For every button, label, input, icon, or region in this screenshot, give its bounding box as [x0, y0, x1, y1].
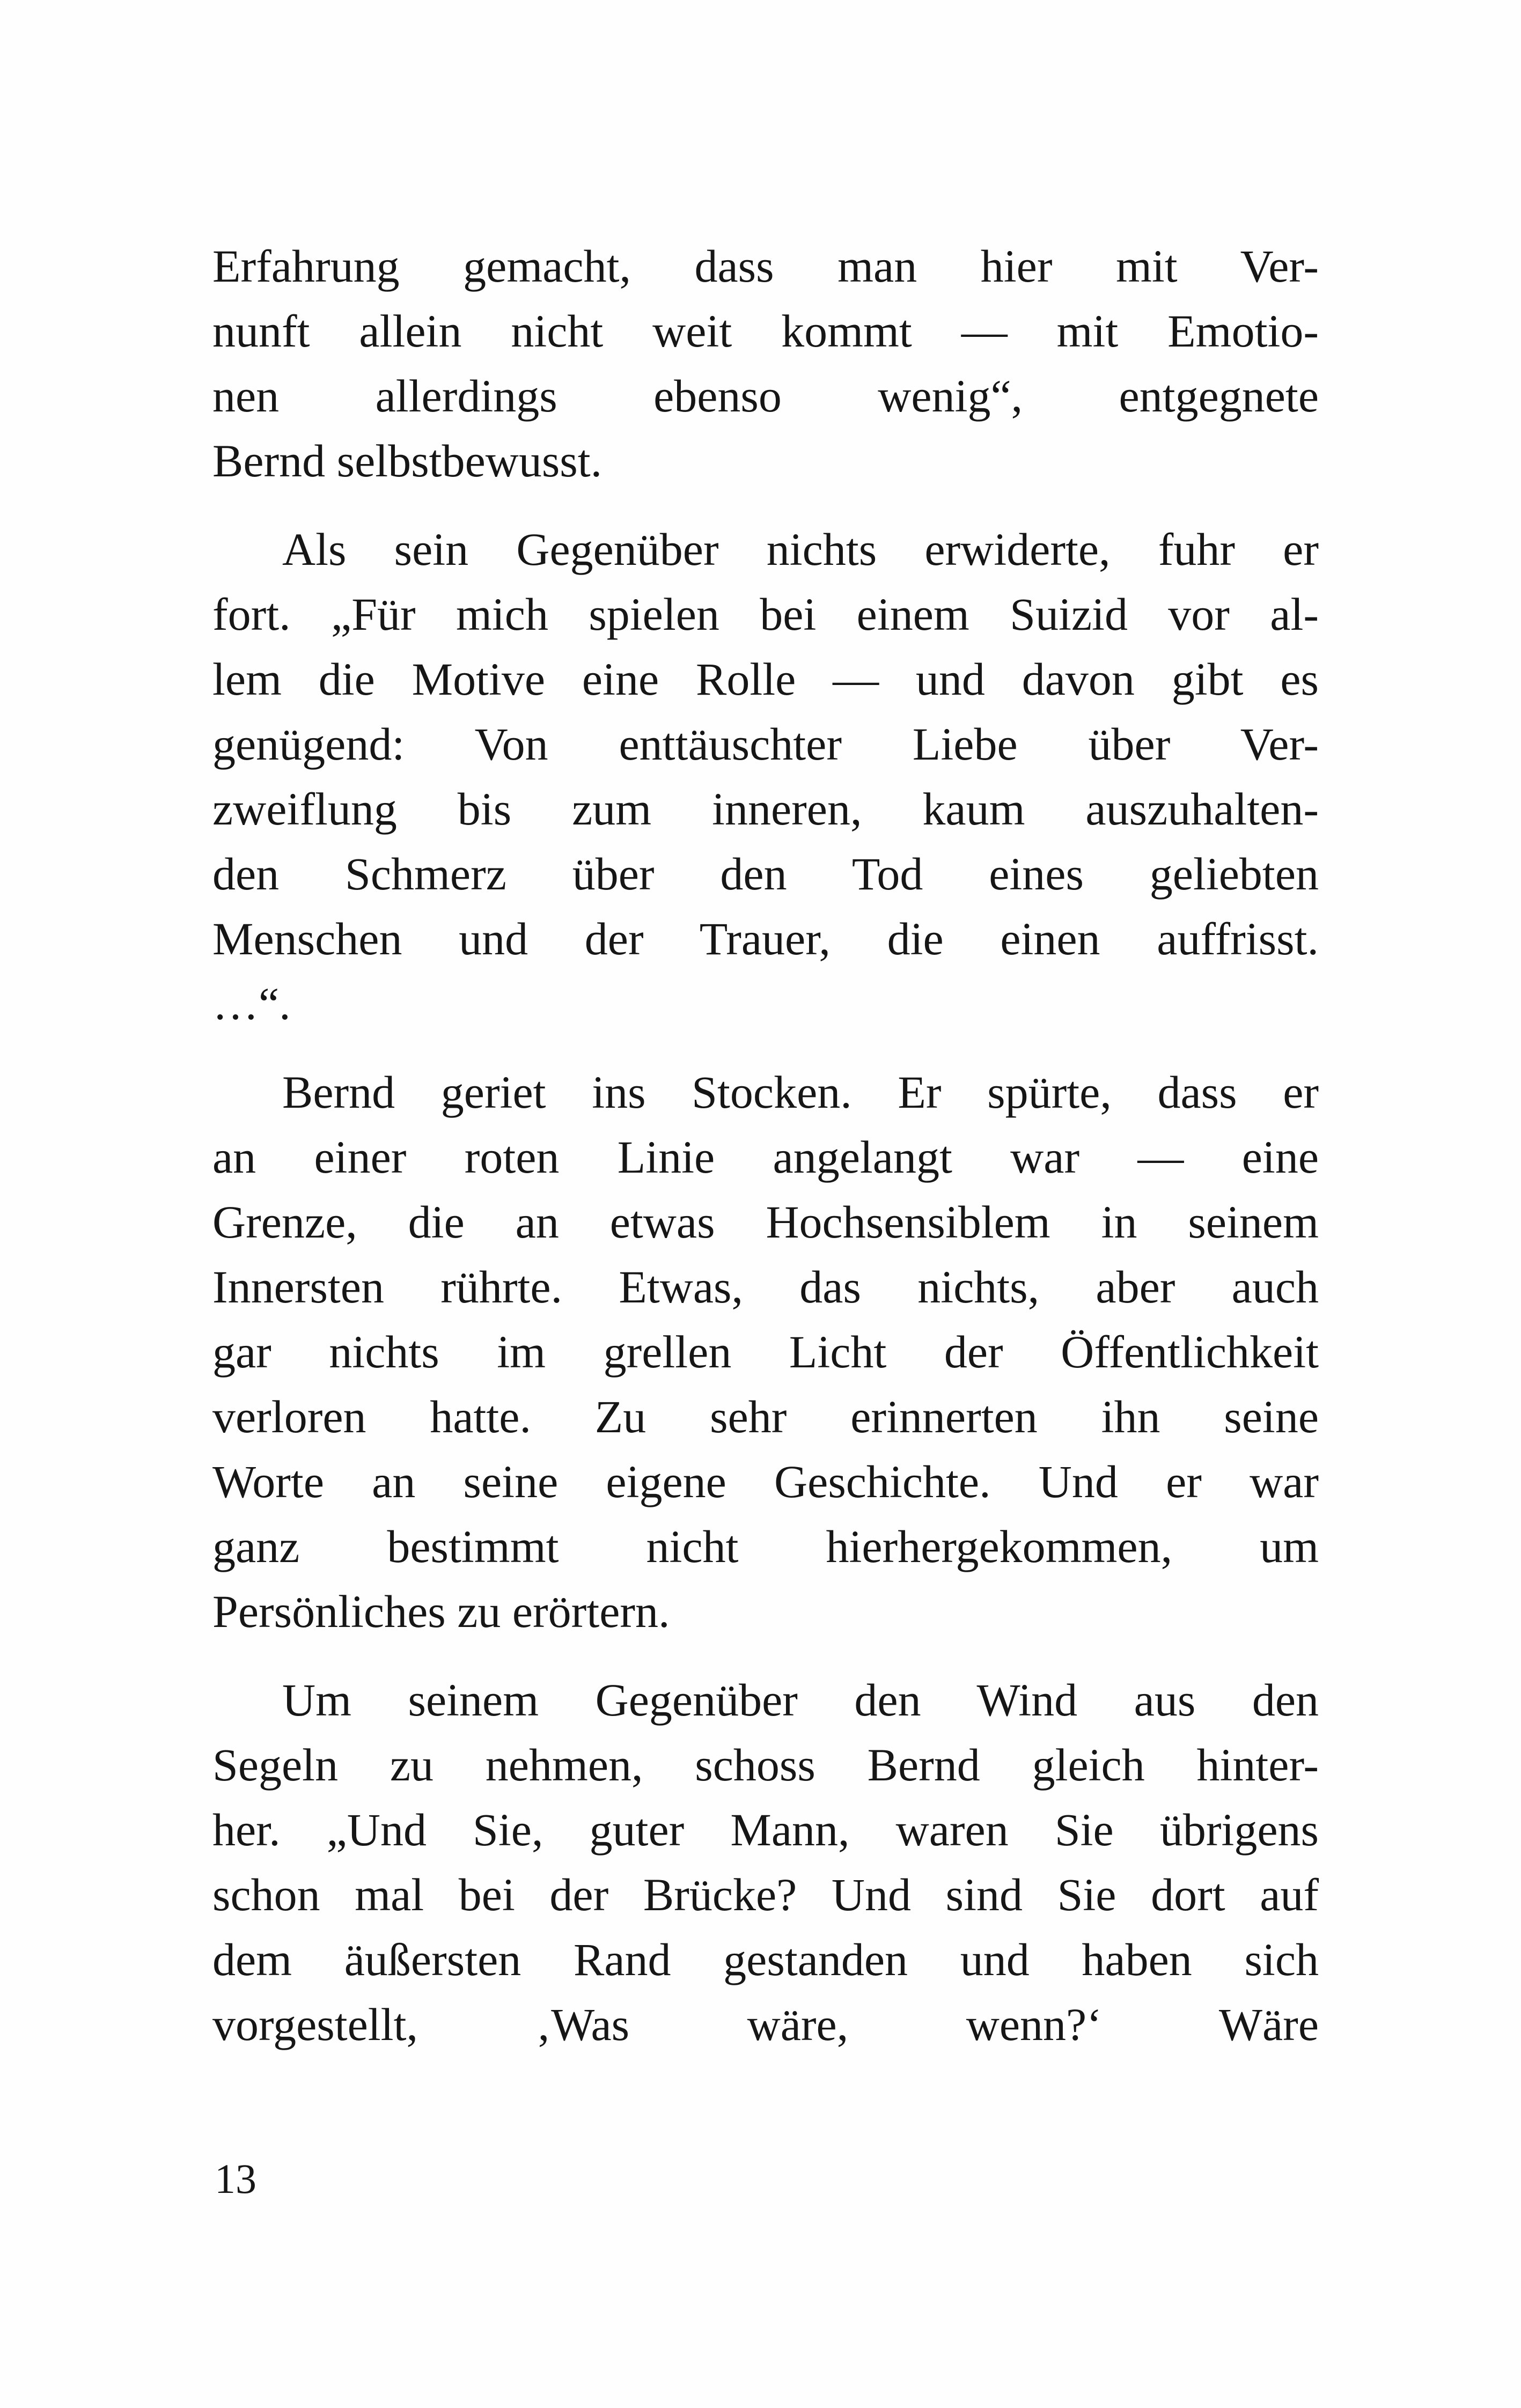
text-line: Bernd selbstbewusst. — [212, 435, 602, 487]
text-line: Als sein Gegenüber nichts erwiderte, fuhr er — [282, 524, 1319, 575]
text-line: her. „Und Sie, guter Mann, waren Sie übrigens — [212, 1804, 1319, 1855]
text-line: vorgestellt, ‚Was wäre, wenn?‘ Wäre — [212, 1999, 1319, 2050]
paragraph — [212, 517, 1319, 1036]
page-text — [212, 234, 1319, 2057]
text-line: schon mal bei der Brücke? Und sind Sie dort auf — [212, 1869, 1319, 1920]
text-line: fort. „Für mich spielen bei einem Suizid vor al- — [212, 588, 1319, 640]
text-line: genügend: Von enttäuschter Liebe über Ver- — [212, 718, 1319, 770]
text-line: gar nichts im grellen Licht der Öffentlichkeit — [212, 1326, 1319, 1378]
paragraph — [212, 1668, 1319, 2057]
text-line: Grenze, die an etwas Hochsensiblem in seinem — [212, 1196, 1319, 1248]
text-line: Innersten rührte. Etwas, das nichts, aber auch — [212, 1261, 1319, 1313]
text-line: nunft allein nicht weit kommt — mit Emotio- — [212, 305, 1319, 357]
text-line: Um seinem Gegenüber den Wind aus den — [282, 1674, 1319, 1726]
text-line: Segeln zu nehmen, schoss Bernd gleich hinter- — [212, 1739, 1319, 1791]
text-line: …“. — [212, 978, 291, 1029]
text-line: den Schmerz über den Tod eines geliebten — [212, 848, 1319, 900]
paragraph — [212, 234, 1319, 494]
text-line: ganz bestimmt nicht hierhergekommen, um — [212, 1521, 1319, 1572]
text-line: Menschen und der Trauer, die einen auffrisst. — [212, 913, 1319, 964]
text-line: Persönliches zu erörtern. — [212, 1586, 670, 1637]
paragraph — [212, 1060, 1319, 1644]
text-line: Worte an seine eigene Geschichte. Und er war — [212, 1456, 1319, 1507]
text-line: an einer roten Linie angelangt war — eine — [212, 1131, 1319, 1183]
text-line: Erfahrung gemacht, dass man hier mit Ver- — [212, 240, 1319, 292]
text-line: verloren hatte. Zu sehr erinnerten ihn seine — [212, 1391, 1319, 1442]
text-line: dem äußersten Rand gestanden und haben sich — [212, 1934, 1319, 1985]
text-line: Bernd geriet ins Stocken. Er spürte, dass er — [282, 1066, 1319, 1118]
text-line: lem die Motive eine Rolle — und davon gibt es — [212, 653, 1319, 705]
page-number: 13 — [215, 2155, 256, 2202]
text-line: nen allerdings ebenso wenig“, entgegnete — [212, 370, 1319, 422]
text-line: zweiflung bis zum inneren, kaum auszuhalten- — [212, 783, 1319, 835]
